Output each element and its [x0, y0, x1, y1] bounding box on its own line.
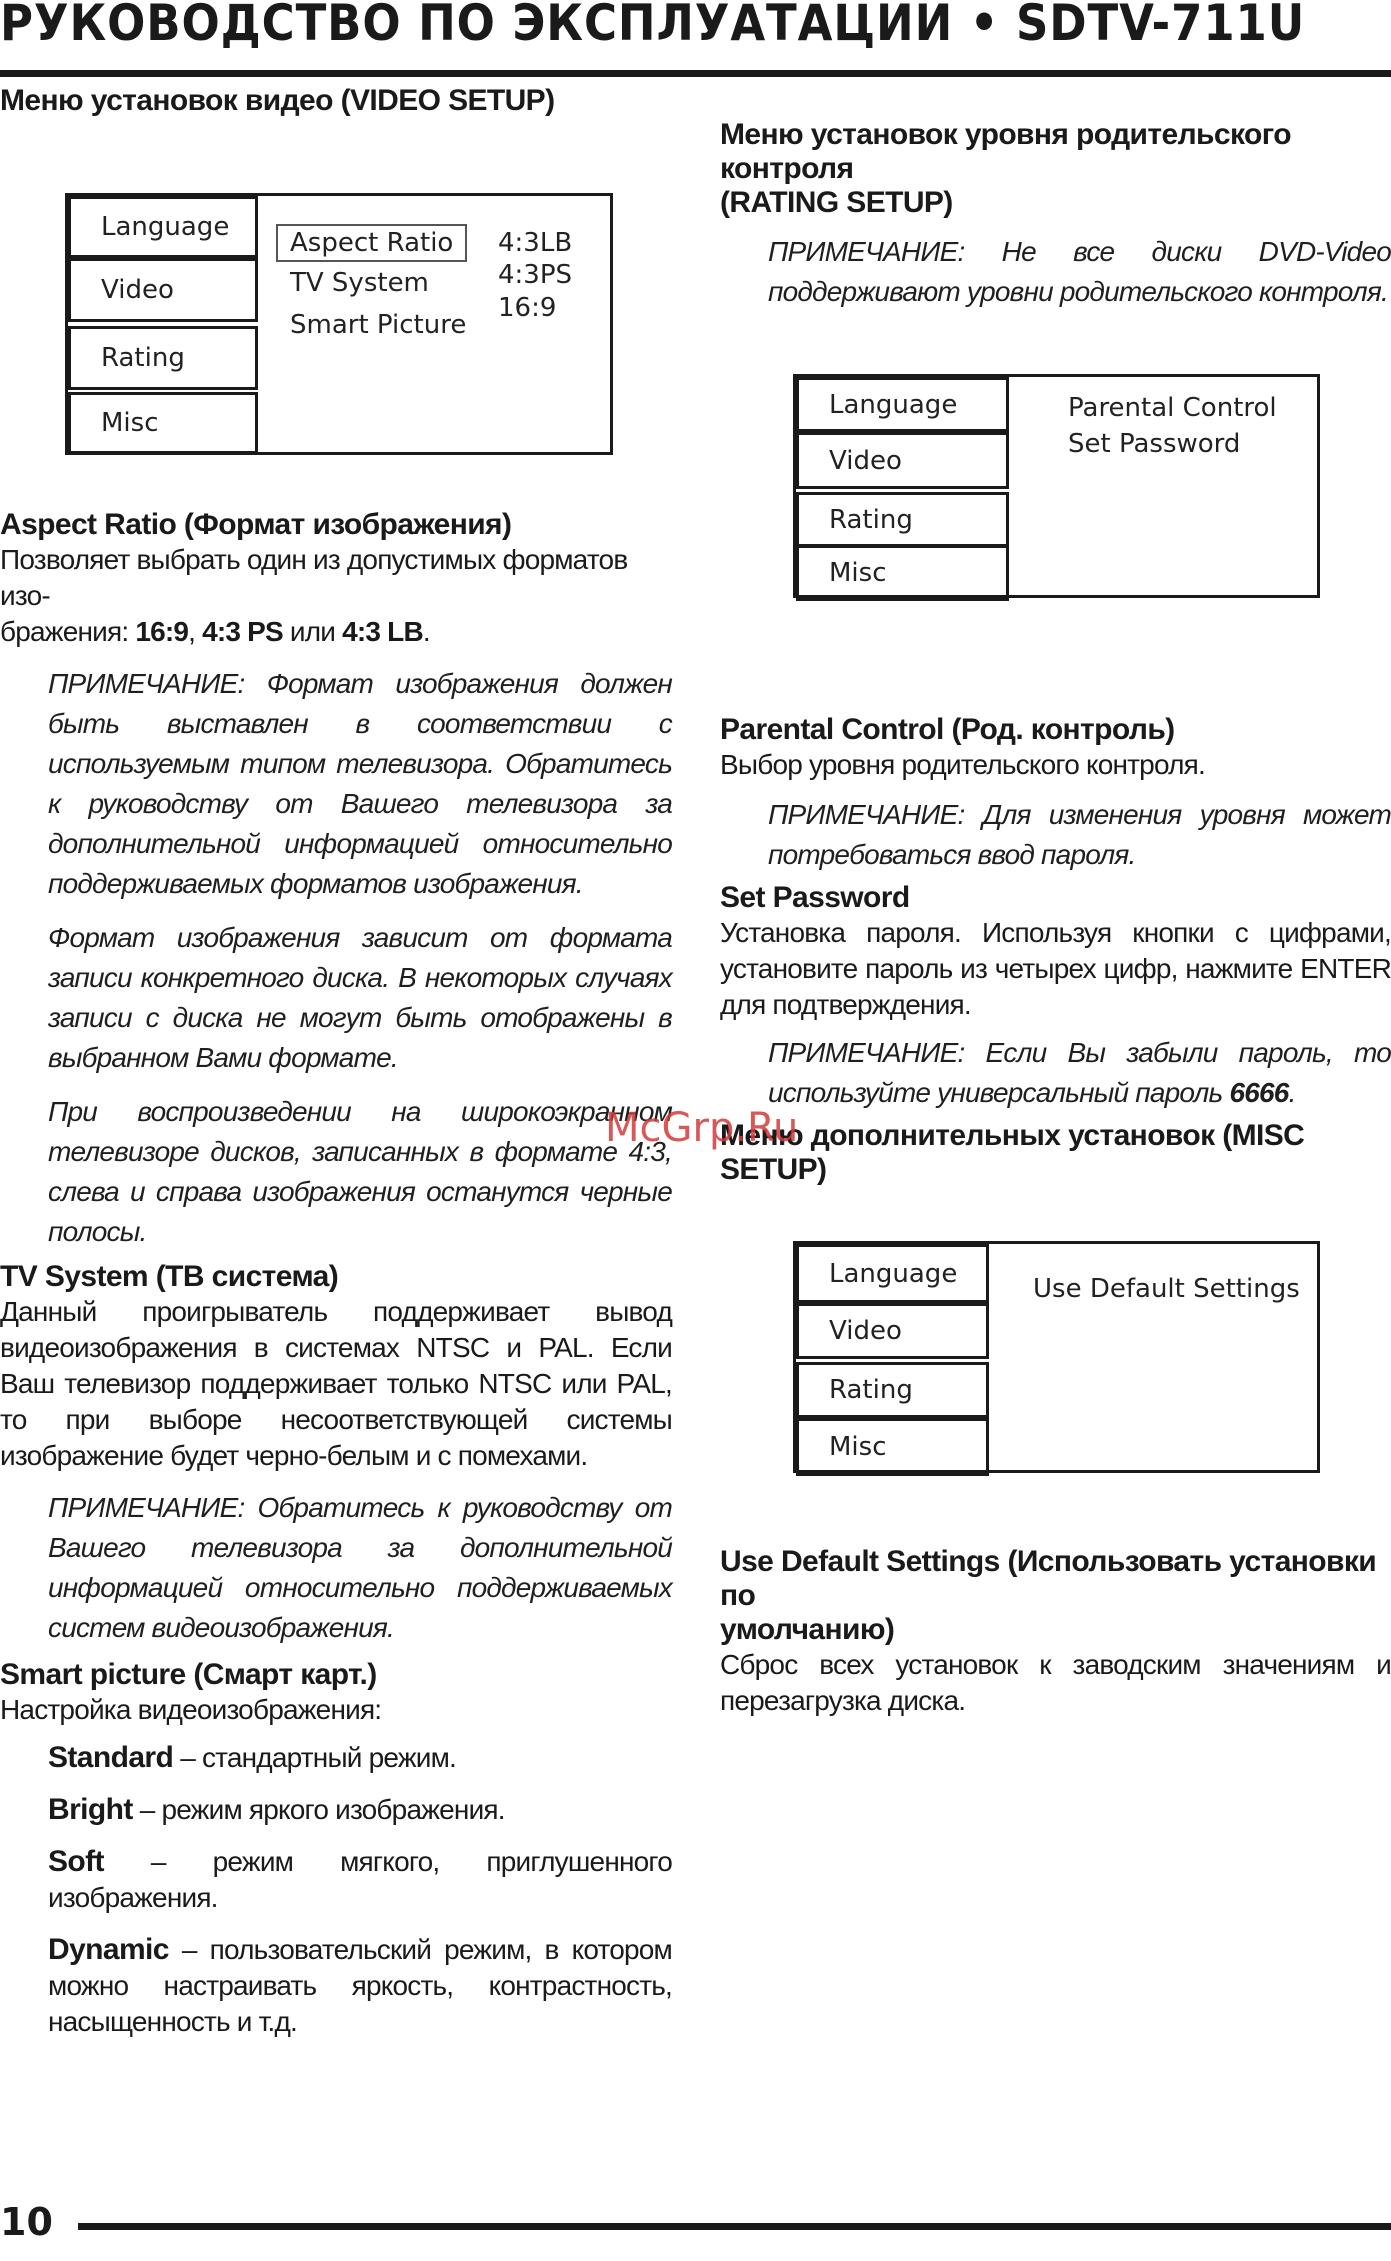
aspect-option-16-9: 16:9	[135, 616, 189, 647]
video-setup-heading: Меню установок видео (VIDEO SETUP)	[0, 84, 555, 117]
set-password-heading: Set Password	[720, 881, 910, 914]
header-divider	[0, 70, 1391, 77]
submenu-tv-system[interactable]: TV System	[290, 268, 429, 298]
mode-desc: – режим яркого изображения.	[132, 1794, 505, 1825]
aspect-separator: ,	[188, 616, 203, 647]
mode-desc: – стандартный режим.	[173, 1742, 457, 1773]
page-title: РУКОВОДСТВО ПО ЭКСПЛУАТАЦИИ • SDTV-711U	[0, 0, 1306, 52]
aspect-text-line1: Позволяет выбрать один из допустимых форматов изо-	[0, 544, 628, 611]
mode-desc: – режим мягкого, приглушенного изображения.	[48, 1846, 672, 1913]
mode-soft	[48, 1844, 672, 1916]
default-settings-text: Сброс всех установок к заводским значениям и перезагрузка диска.	[720, 1649, 1391, 1716]
set-password-note-text: ПРИМЕЧАНИЕ: Если Вы забыли пароль, то используйте универсальный пароль	[768, 1037, 1391, 1108]
mode-bright	[48, 1792, 672, 1828]
mode-name: Soft	[48, 1845, 104, 1878]
menu-item-misc[interactable]: Misc	[796, 545, 1009, 601]
menu-item-language[interactable]: Language	[68, 196, 258, 258]
mode-standard	[48, 1740, 672, 1776]
watermark: McGrp.Ru	[605, 1105, 799, 1151]
menu-item-misc[interactable]: Misc	[796, 1418, 989, 1476]
parental-control-heading: Parental Control (Род. контроль)	[720, 713, 1175, 746]
menu-item-video[interactable]: Video	[796, 432, 1009, 489]
page-number: 10	[0, 2200, 53, 2244]
menu-item-video[interactable]: Video	[796, 1303, 989, 1359]
tv-system-note: ПРИМЕЧАНИЕ: Обратитесь к руководству от Вашего телевизора за дополнительной информацией относительно поддерживаемых систем видеоизображения.	[48, 1492, 672, 1643]
menu-item-misc[interactable]: Misc	[68, 392, 258, 454]
misc-setup-menu	[793, 1241, 1320, 1473]
aspect-ratio-text	[0, 542, 672, 650]
set-password-text: Установка пароля. Используя кнопки с цифрами, установите пароль из четырех цифр, нажмите ENTER для подтверждения.	[720, 917, 1391, 1020]
rating-setup-heading-1: Меню установок уровня родительского контроля	[720, 118, 1291, 185]
aspect-text-line2: бражения:	[0, 616, 136, 647]
default-settings-heading-1: Use Default Settings (Использовать установки по	[720, 1545, 1377, 1612]
submenu-use-default-settings[interactable]: Use Default Settings	[1033, 1274, 1300, 1304]
option-16-9[interactable]: 16:9	[498, 293, 557, 323]
universal-password: 6666	[1229, 1077, 1289, 1108]
menu-item-video[interactable]: Video	[68, 258, 258, 322]
submenu-smart-picture[interactable]: Smart Picture	[290, 310, 467, 340]
set-password-note	[768, 1033, 1391, 1113]
smart-picture-text: Настройка видеоизображения:	[0, 1694, 382, 1725]
option-4-3lb[interactable]: 4:3LB	[498, 228, 573, 258]
rating-setup-heading-2: (RATING SETUP)	[720, 186, 953, 219]
aspect-separator: или	[282, 616, 343, 647]
smart-picture-heading: Smart picture (Смарт карт.)	[0, 1658, 377, 1691]
option-4-3ps[interactable]: 4:3PS	[498, 260, 573, 290]
mode-name: Dynamic	[48, 1933, 169, 1966]
aspect-option-4-3-lb: 4:3 LB	[342, 616, 423, 647]
tv-system-text: Данный проигрыватель поддерживает вывод видеоизображения в системах NTSC и PAL. Если Ваш телевизор поддерживает только NTSC или PAL, то при выборе несоответствующей системы изображение будет черно-белым и с помехами.	[0, 1296, 672, 1471]
aspect-note-2: Формат изображения зависит от формата записи конкретного диска. В некоторых случаях записи с диска не могут быть отображены в выбранном Вами формате.	[48, 922, 672, 1073]
rating-setup-menu	[793, 374, 1320, 598]
menu-item-rating[interactable]: Rating	[68, 326, 258, 390]
aspect-option-4-3-ps: 4:3 PS	[202, 616, 283, 647]
misc-setup-heading: Меню дополнительных установок (MISC SETUP)	[720, 1119, 1305, 1186]
mode-dynamic	[48, 1932, 672, 2040]
mode-desc: – пользовательский режим, в котором можно настраивать яркость, контрастность, насыщенность и т.д.	[48, 1934, 672, 2037]
rating-note: ПРИМЕЧАНИЕ: Не все диски DVD-Video поддерживают уровни родительского контроля.	[768, 236, 1391, 307]
left-column	[0, 84, 672, 118]
menu-item-rating[interactable]: Rating	[796, 492, 1009, 547]
mode-name: Standard	[48, 1741, 174, 1774]
menu-item-language[interactable]: Language	[796, 1244, 989, 1303]
submenu-parental-control[interactable]: Parental Control	[1068, 393, 1277, 423]
parental-control-text: Выбор уровня родительского контроля.	[720, 749, 1205, 780]
aspect-note-1: ПРИМЕЧАНИЕ: Формат изображения должен быть выставлен в соответствии с используемым типом телевизора. Обратитесь к руководству от Вашего телевизора за дополнительной информацией относительно поддерживаемых форматов изображения.	[48, 668, 672, 899]
default-settings-heading-2: умолчанию)	[720, 1613, 895, 1646]
video-setup-menu	[65, 193, 613, 455]
tv-system-heading: TV System (ТВ система)	[0, 1260, 339, 1293]
note-period: .	[1288, 1077, 1296, 1108]
parental-control-note: ПРИМЕЧАНИЕ: Для изменения уровня может потребоваться ввод пароля.	[768, 799, 1391, 870]
footer-divider	[78, 2223, 1391, 2230]
mode-name: Bright	[48, 1793, 133, 1826]
menu-item-language[interactable]: Language	[796, 377, 1009, 432]
menu-item-rating[interactable]: Rating	[796, 1362, 989, 1418]
aspect-note-3: При воспроизведении на широкоэкранном телевизоре дисков, записанных в формате 4:3, слева и справа изображения останутся черные полосы.	[48, 1096, 672, 1247]
submenu-set-password[interactable]: Set Password	[1068, 429, 1241, 459]
aspect-ratio-heading: Aspect Ratio (Формат изображения)	[0, 508, 512, 541]
submenu-aspect-ratio[interactable]: Aspect Ratio	[276, 224, 467, 262]
aspect-period: .	[422, 616, 430, 647]
